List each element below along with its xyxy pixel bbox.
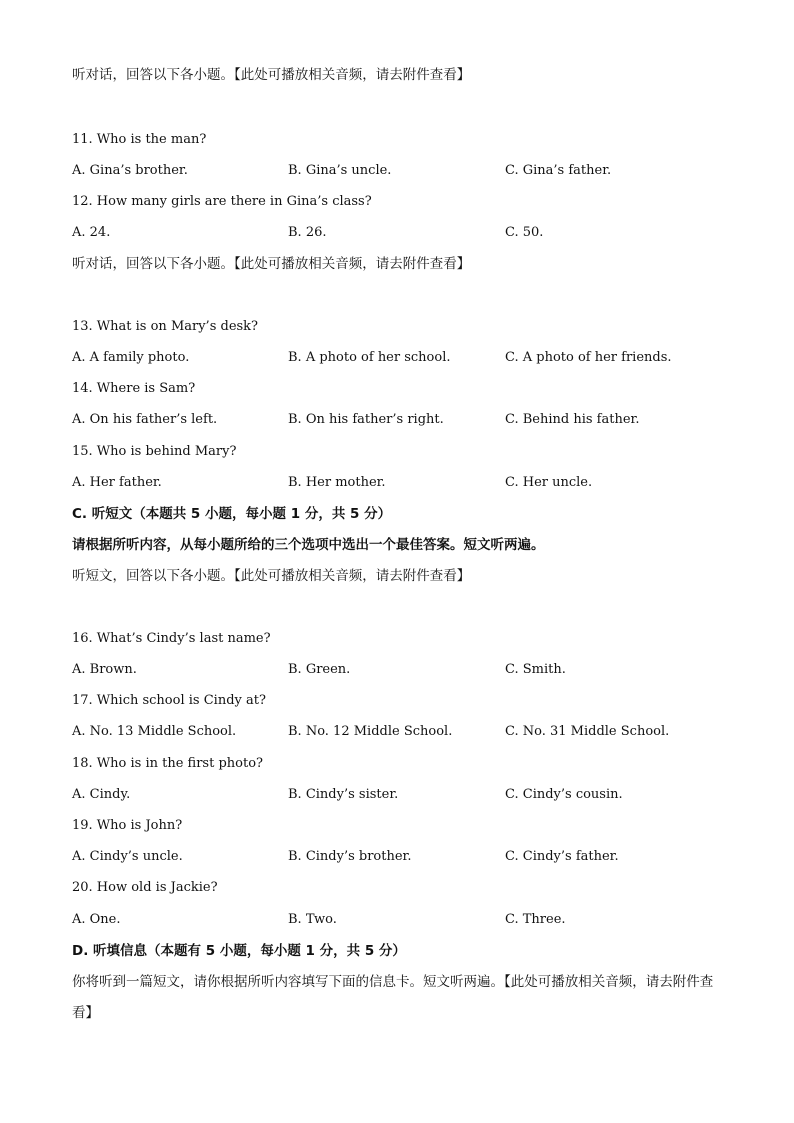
option-13-a: A. A family photo.: [72, 350, 190, 365]
option-16-b: B. Green.: [288, 662, 351, 677]
option-15-c: C. Her uncle.: [505, 475, 593, 490]
question-13: 13. What is on Mary’s desk?: [72, 319, 259, 334]
option-12-b: B. 26.: [288, 225, 327, 240]
instruction-text: 听对话，回答以下各小题。【此处可播放相关音频，请去附件查看】: [72, 67, 471, 83]
section-c-instruction: 请根据所听内容，从每小题所给的三个选项中选出一个最佳答案。短文听两遍。: [72, 537, 545, 553]
option-18-a: A. Cindy.: [72, 787, 131, 802]
option-11-b: B. Gina’s uncle.: [288, 163, 392, 178]
section-d-instruction: 你将听到一篇短文，请你根据所听内容填写下面的信息卡。短文听两遍。【此处可播放相关音频，请去附件查看】: [72, 974, 714, 1021]
question-15: 15. Who is behind Mary?: [72, 444, 237, 459]
question-12: 12. How many girls are there in Gina’s class?: [72, 194, 372, 209]
option-17-b: B. No. 12 Middle School.: [288, 724, 453, 739]
option-12-c: C. 50.: [505, 225, 544, 240]
option-13-b: B. A photo of her school.: [288, 350, 451, 365]
option-13-c: C. A photo of her friends.: [505, 350, 672, 365]
option-15-a: A. Her father.: [72, 475, 162, 490]
question-11: 11. Who is the man?: [72, 132, 207, 147]
option-17-a: A. No. 13 Middle School.: [72, 724, 237, 739]
option-14-a: A. On his father’s left.: [72, 412, 218, 427]
question-17: 17. Which school is Cindy at?: [72, 693, 266, 708]
question-19: 19. Who is John?: [72, 818, 183, 833]
question-16: 16. What’s Cindy’s last name?: [72, 631, 271, 646]
option-15-b: B. Her mother.: [288, 475, 386, 490]
question-14: 14. Where is Sam?: [72, 381, 196, 396]
option-12-a: A. 24.: [72, 225, 111, 240]
option-18-c: C. Cindy’s cousin.: [505, 787, 623, 802]
section-c-heading: C. 听短文（本题共 5 小题，每小题 1 分，共 5 分）: [72, 506, 392, 522]
instruction-text: 听短文，回答以下各小题。【此处可播放相关音频，请去附件查看】: [72, 568, 471, 584]
option-17-c: C. No. 31 Middle School.: [505, 724, 670, 739]
section-d-heading: D. 听填信息（本题有 5 小题，每小题 1 分，共 5 分）: [72, 943, 406, 959]
option-20-b: B. Two.: [288, 912, 337, 927]
option-18-b: B. Cindy’s sister.: [288, 787, 399, 802]
option-11-c: C. Gina’s father.: [505, 163, 612, 178]
option-14-b: B. On his father’s right.: [288, 412, 444, 427]
instruction-text: 听对话，回答以下各小题。【此处可播放相关音频，请去附件查看】: [72, 256, 471, 272]
question-20: 20. How old is Jackie?: [72, 880, 218, 895]
option-20-c: C. Three.: [505, 912, 566, 927]
option-11-a: A. Gina’s brother.: [72, 163, 188, 178]
option-16-c: C. Smith.: [505, 662, 566, 677]
option-19-a: A. Cindy’s uncle.: [72, 849, 183, 864]
option-16-a: A. Brown.: [72, 662, 137, 677]
question-18: 18. Who is in the first photo?: [72, 756, 264, 771]
option-19-c: C. Cindy’s father.: [505, 849, 619, 864]
option-19-b: B. Cindy’s brother.: [288, 849, 412, 864]
option-14-c: C. Behind his father.: [505, 412, 640, 427]
option-20-a: A. One.: [72, 912, 121, 927]
